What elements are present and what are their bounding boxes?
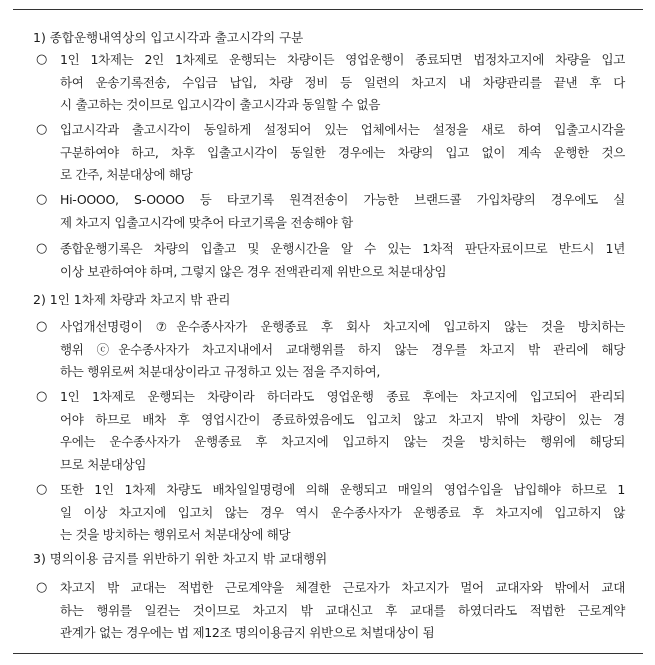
bottom-rule (13, 653, 643, 654)
text-line: 시 출고하는 것이므로 입고시각이 출고시각과 동일할 수 없음 (60, 97, 381, 113)
text-line: 1인 1차제로 운행되는 차량이라 하더라도 영업운행 종료 후에는 차고지에 입고되어 관리되 (60, 389, 625, 404)
text-line: 우에는 운수종사자가 운행종료 후 차고지에 입고하지 않는 것을 방치하는 행위에 해당되 (60, 434, 625, 450)
text-line: 므로 처분대상임 (60, 457, 147, 473)
paragraph (60, 389, 625, 480)
text-line: 하는 행위를 일컫는 것이므로 차고지 밖 교대신고 후 교대를 하였더라도 적법한 근로계약 (60, 602, 625, 618)
paragraph (60, 580, 625, 648)
text-line: 이상 보관하여야 하며, 그렇지 않은 경우 전액관리제 위반으로 처분대상임 (60, 263, 447, 279)
text-line: 또한 1인 1차제 차량도 배차일일명령에 의해 운행되고 매일의 영업수입을 납입해야 하므로 1 (60, 482, 625, 497)
text-line: 는 것을 방치하는 행위로서 처분대상에 해당 (60, 527, 291, 543)
paragraph (60, 192, 625, 237)
text-line: 하는 행위로써 처분대상이라고 규정하고 있는 점을 주지하여, (60, 364, 381, 380)
text-line: Hi-OOOO, S-OOOO 등 타코기록 원격전송이 가능한 브랜드콜 가입차량의 경우에도 실 (60, 192, 625, 207)
paragraph (60, 52, 625, 120)
bullet-marker: ○ (36, 122, 48, 137)
text-line: 구분하여야 하고, 차후 입출고시각이 동일한 경우에는 차량의 입고 없이 계속 운행한 것으 (60, 144, 625, 160)
section-heading: 2) 1인 1차제 차량과 차고지 밖 관리 (33, 292, 231, 307)
text-line: 관계가 없는 경우에는 법 제12조 명의이용금지 위반으로 처벌대상이 됨 (60, 625, 435, 641)
paragraph (60, 122, 625, 190)
text-line: 행위 ⓒ운수종사자가 차고지내에서 교대행위를 하지 않는 경우를 차고지 밖 관리에 해당 (60, 341, 625, 357)
text-line: 사업개선명령이 ⑦운수종사자가 운행종료 후 회사 차고지에 입고하지 않는 것을 방치하는 (60, 319, 625, 334)
text-line: 일 이상 차고지에 입고치 않는 경우 역시 운수종사자가 운행종료 후 차고지에 입고하지 않 (60, 504, 625, 520)
bullet-marker: ○ (36, 52, 48, 67)
paragraph (60, 319, 625, 387)
bullet-marker: ○ (36, 319, 48, 334)
paragraph (60, 482, 625, 550)
text-line: 종합운행기록은 차량의 입출고 및 운행시간을 알 수 있는 1차적 판단자료이므로 반드시 1년 (60, 241, 625, 256)
bullet-marker: ○ (36, 580, 48, 595)
bullet-marker: ○ (36, 482, 48, 497)
bullet-marker: ○ (36, 389, 48, 404)
top-rule (13, 9, 643, 10)
text-line: 로 간주, 처분대상에 해당 (60, 167, 193, 183)
bullet-marker: ○ (36, 192, 48, 207)
text-line: 어야 하므로 배차 후 영업시간이 종료하였음에도 입고치 않고 차고지 밖에 차량이 있는 경 (60, 411, 625, 427)
text-line: 1인 1차제는 2인 1차제로 운행되는 차량이든 영업운행이 종료되면 법정차고지에 차량을 입고 (60, 52, 625, 67)
bullet-marker: ○ (36, 241, 48, 256)
section-heading: 1) 종합운행내역상의 입고시각과 출고시각의 구분 (33, 30, 304, 45)
text-line: 제 차고지 입출고시각에 맞추어 타코기록을 전송해야 함 (60, 214, 353, 230)
section-heading: 3) 명의이용 금지를 위반하기 위한 차고지 밖 교대행위 (33, 551, 328, 566)
text-line: 입고시각과 출고시각이 동일하게 설정되어 있는 업체에서는 설정을 새로 하여 입출고시각을 (60, 122, 625, 137)
paragraph (60, 241, 625, 286)
text-line: 하여 운송기록전송, 수입금 납입, 차량 정비 등 일련의 차고지 내 차량관리를 끝낸 후 다 (60, 74, 625, 90)
text-line: 차고지 밖 교대는 적법한 근로계약을 체결한 근로자가 차고지가 멀어 교대자와 밖에서 교대 (60, 580, 625, 595)
